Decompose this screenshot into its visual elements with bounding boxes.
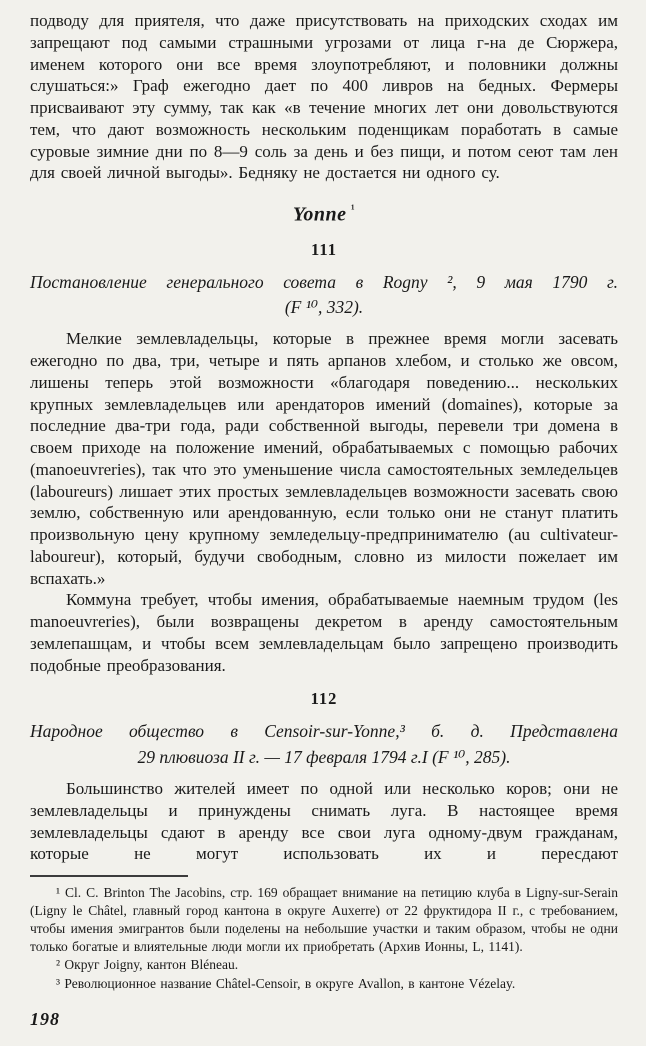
footnote-separator	[30, 875, 188, 877]
doc-112-number: 112	[310, 689, 338, 709]
footnote-2: ² Округ Joigny, кантон Bléneau.	[56, 957, 239, 973]
doc-111-heading	[30, 270, 618, 321]
doc-111-paragraph-2: Коммуна требует, чтобы имения, обрабатываемые наемным трудом (les manoeuvreries), были возвращены декретом в аренду самостоятельным землепашцам, и чтобы всем землевладельцам было запрещено производить подобные преобразования.	[30, 590, 618, 675]
page-number: 198	[30, 1008, 60, 1029]
doc-112-paragraph-1: Большинство жителей имеет по одной или несколько коров; они не землевладельцы и принуждены снимать луга. В настоящее время землевладельцы сдают в аренду все свои луга одному-двум гражданам, которые не могут использовать их и пересдают	[30, 779, 618, 864]
footnote-3: ³ Революционное название Châtel-Censoir, в округе Avallon, в кантоне Vézelay.	[56, 975, 516, 991]
doc-111-heading-line-1: Постановление генерального совета в Rogny ², 9 мая 1790 г.	[30, 271, 618, 292]
doc-111-paragraph-1: Мелкие землевладельцы, которые в прежнее время могли засевать ежегодно по два, три, четыре и пять арпанов хлебом, и столько же овсом, лишены теперь этой возможности «благодаря поведению... нескольких крупных землевладельцев или арендаторов имений (domaines), которые за последние два-три года, ради собственной выгоды, перевели три домена в своем приходе на положение имений, обрабатываемых с помощью рабочих (manoeuvreries), так что это уменьшение числа самостоятельных земледельцев (laboureurs) лишает этих простых землевладельцев возможности засевать свою землю, собственную или арендованную, если только они не станут платить произвольную цену крупному земледельцу-предпринимателю (au cultivateur-laboureur), который, будучи свободным, словно из милости пожелает им вспахать.»	[30, 329, 618, 588]
doc-112-heading-line-2: 29 плювиоза II г. — 17 февраля 1794 г.I (F ¹⁰, 285).	[137, 746, 511, 767]
footnote-area	[30, 865, 618, 1035]
region-title	[30, 202, 618, 227]
doc-111-heading-line-2: (F ¹⁰, 332).	[284, 297, 364, 318]
continuation-paragraph: подводу для приятеля, что даже присутствовать на приходских сходах им запрещают под самыми страшными угрозами от лица г-на де Сюржера, именем которого они все время злоупотребляют, и половники должны слушаться:» Граф ежегодно дает по 400 ливров на бедных. Фермеры присваивают эту сумму, так как «в течение многих лет они довольствуются тем, что дают возможность нескольким поденщикам поработать в самые суровые зимние дни по 8—9 соль за день и без пищи, и потом сеют там лен для своей личной выгоды». Бедняку не достается ни одного су.	[30, 11, 618, 183]
region-footnote-ref: ¹	[351, 202, 356, 216]
doc-112-heading-line-1: Народное общество в Censoir-sur-Yonne,³ б. д. Представлена	[30, 721, 618, 742]
region-title-text: Yonne	[292, 203, 347, 226]
doc-111-number: 111	[311, 239, 337, 259]
footnote-1: ¹ Cl. C. Brinton The Jacobins, стр. 169 обращает внимание на петицию клуба в Ligny-sur-Serain (Ligny le Châtel, главный город кантона в округе Auxerre) от 22 фруктидора II г., с требованием, чтобы имения эмигрантов были поделены на небольшие участки и таким образом, чтобы не одни только богатые и влиятельные люди могли их приобретать (Архив Ионны, L, 1141).	[30, 885, 618, 955]
doc-112-heading	[30, 719, 618, 770]
